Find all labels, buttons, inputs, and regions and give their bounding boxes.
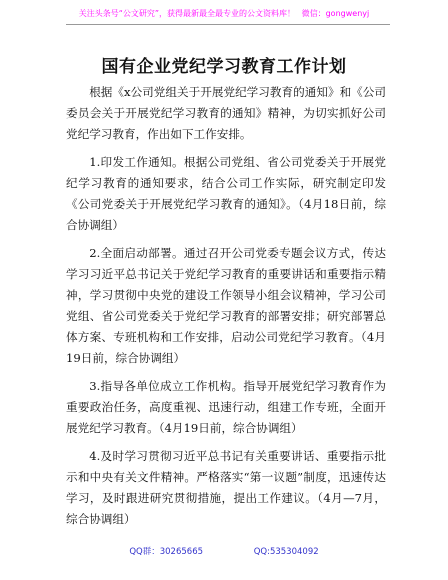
header-banner (72, 8, 376, 19)
footer-qq-group: QQ群：30265665 (129, 547, 204, 557)
header-divider (66, 24, 390, 25)
header-wechat-text: 微信：gongwenyj (301, 9, 370, 18)
item-paragraph-2: 2.全面启动部署。通过召开公司党委专题会议方式，传达学习习近平总书记关于党纪学习教育的重要讲话和重要指示精神，学习贯彻中央党的建设工作领导小组会议精神，学习公司党组、省公司党委关于党纪学习教育的部署安排；研究部署总体方案、专班机构和工作安排，启动公司党纪学习教育。（4月19日前，综合协调组） (66, 246, 386, 365)
header-promo-text: 关注头条号“公文研究”，获得最新最全最专业的公文资料库！ (78, 9, 296, 18)
footer-contact (0, 545, 448, 557)
intro-paragraph: 根据《x公司党组关于开展党纪学习教育的通知》和《公司委员会关于开展党纪学习教育的通知》精神，为切实抓好公司党纪学习教育，作出如下工作安排。 (66, 85, 386, 141)
document-body (66, 82, 386, 537)
item-paragraph-3: 3.指导各单位成立工作机构。指导开展党纪学习教育作为重要政治任务，高度重视、迅速行动，组建工作专班，全面开展党纪学习教育。（4月19日前，综合协调组） (66, 379, 386, 435)
item-paragraph-4: 4.及时学习贯彻习近平总书记有关重要讲话、重要指示批示和中央有关文件精神。严格落实“第一议题”制度，迅速传达学习，及时跟进研究贯彻措施，提出工作建议。（4月—7月，综合协调组） (66, 449, 386, 526)
document-title: 国有企业党纪学习教育工作计划 (101, 57, 347, 77)
item-paragraph-1: 1.印发工作通知。根据公司党组、省公司党委关于开展党纪学习教育的通知要求，结合公司工作实际，研究制定印发《公司党委关于开展党纪学习教育的通知》。（4月18日前，综合协调组） (66, 155, 386, 232)
footer-qq-number: QQ:535304092 (253, 547, 319, 557)
